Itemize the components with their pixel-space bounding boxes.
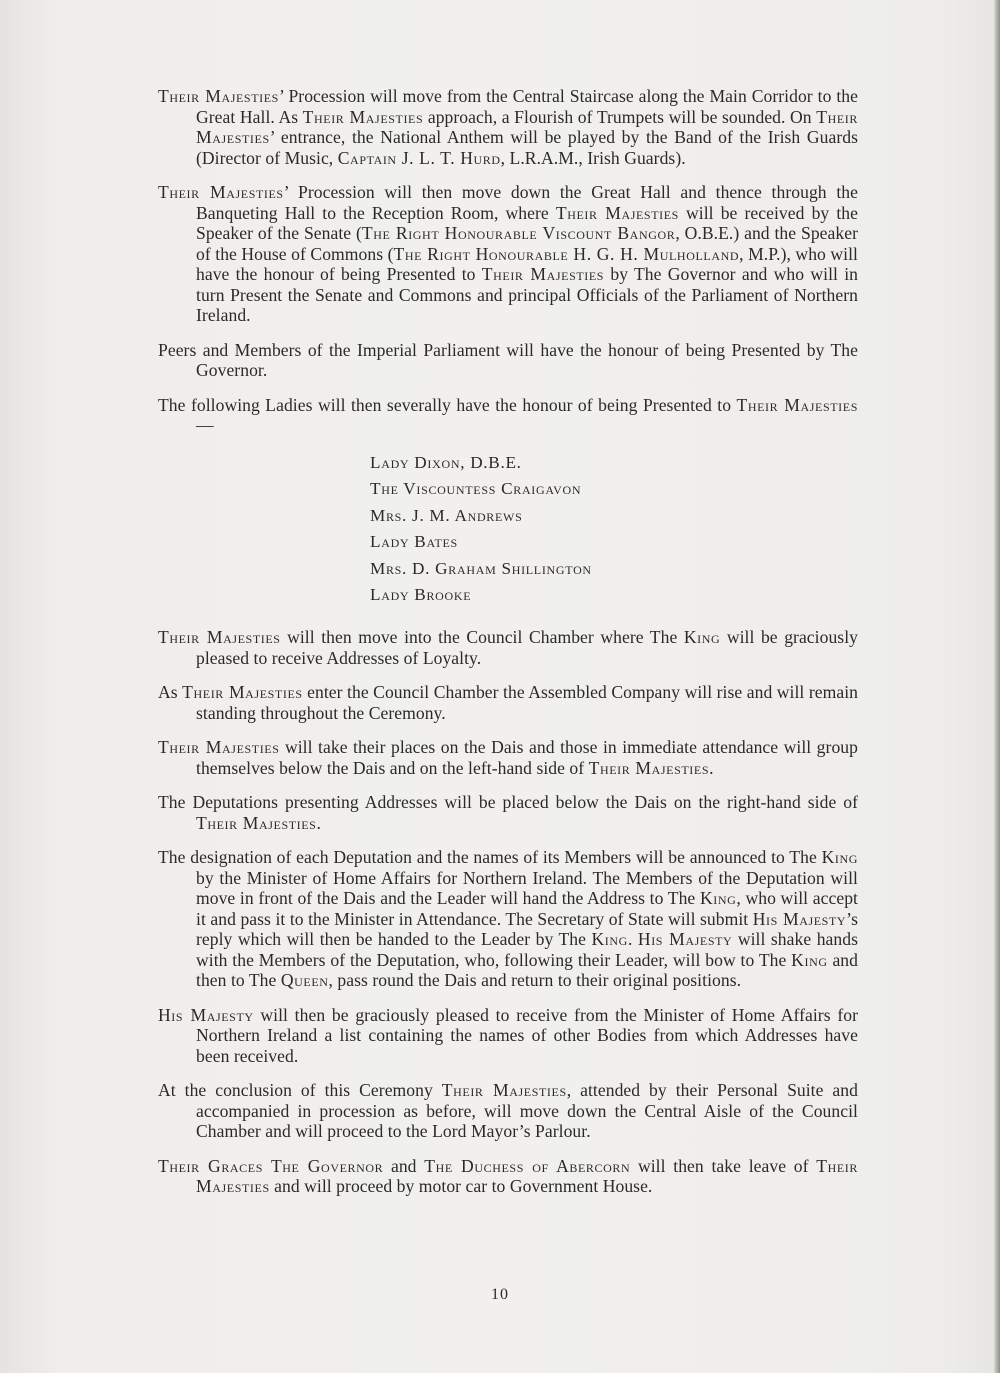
paragraph: [158, 737, 858, 778]
paragraph-group-before-list: [158, 86, 858, 436]
body-text: ’s reply which will then be handed to the Leader by The: [196, 908, 858, 950]
body-text: , O.B.E.) and the Speaker of the House of Commons (: [196, 223, 859, 264]
small-caps-text: Their Majesties: [182, 682, 303, 703]
small-caps-text: Their Majesties: [158, 737, 280, 758]
body-text: , attended by their Personal Suite and accompanied in procession as before, will move down the Central Aisle of the Council Chamber and will proceed to the Lord Mayor’s Parlour.: [196, 1080, 858, 1142]
paragraph: [158, 1005, 858, 1067]
body-text: .: [627, 929, 638, 950]
page-body: [158, 86, 858, 1211]
small-caps-text: Their Majesties: [441, 1080, 567, 1101]
body-text: will then move into the Council Chamber where The: [280, 627, 684, 648]
body-text: Peers and Members of the Imperial Parliament will have the honour of being Presented by The Governor.: [158, 339, 858, 380]
small-caps-text: His Majesty: [158, 1004, 254, 1025]
page-number: 10: [491, 1286, 509, 1303]
small-caps-text: King: [591, 929, 628, 950]
body-text: ’ entrance, the National Anthem will be played by the Band of the Irish Guards (Director of Music,: [196, 127, 858, 168]
body-text: will then take leave of: [630, 1155, 817, 1176]
small-caps-text: Their Majesties: [555, 202, 679, 223]
body-text: by The Governor and who will in turn Present the Senate and Commons and principal Officials of the Parliament of Northern Ireland.: [196, 264, 858, 325]
body-text: , M.P.), who will have the honour of being Presented to: [196, 243, 858, 284]
body-text: will be received by the Speaker of the Senate (: [196, 202, 858, 243]
small-caps-text: King: [699, 888, 737, 909]
body-text: The following Ladies will then severally have the honour of being Presented to: [158, 394, 737, 415]
small-caps-text: Their Graces The Governor: [158, 1155, 384, 1176]
body-text: will take their places on the Dais and those in immediate attendance will group themselves below the Dais and on the left-hand side of: [196, 737, 858, 778]
paragraph: [158, 182, 858, 326]
lady-name: Lady Bates: [370, 532, 458, 552]
body-text: , L.R.A.M., Irish Guards).: [500, 147, 686, 168]
small-caps-text: Their Majesties: [196, 1155, 858, 1197]
body-text: enter the Council Chamber the Assembled Company will rise and will remain standing throughout the Ceremony.: [196, 682, 858, 723]
body-text: and: [383, 1155, 425, 1176]
body-text: The designation of each Deputation and the names of its Members will be announced to The: [158, 847, 822, 868]
body-text: .: [316, 812, 321, 833]
small-caps-text: King: [683, 627, 721, 648]
lady-name: Lady Brooke: [370, 585, 472, 605]
small-caps-text: Captain J. L. T. Hurd: [337, 147, 501, 168]
lady-name: The Viscountess Craigavon: [370, 479, 582, 499]
paragraph: [158, 627, 858, 668]
body-text: approach, a Flourish of Trumpets will be sounded. On: [423, 106, 817, 127]
small-caps-text: Their Majesties: [158, 182, 284, 202]
small-caps-text: The Right Honourable Viscount Bangor: [361, 223, 676, 243]
small-caps-text: The Duchess of Abercorn: [424, 1155, 631, 1176]
paragraph: [158, 1156, 858, 1197]
ladies-list: [370, 450, 858, 610]
lady-name: Lady Dixon, D.B.E.: [370, 452, 522, 472]
small-caps-text: Their Majesties: [158, 627, 281, 648]
paragraph: [158, 86, 858, 168]
small-caps-text: Their Majesties: [588, 757, 710, 778]
small-caps-text: Their Majesties: [158, 86, 279, 106]
small-caps-text: King: [821, 847, 858, 868]
lady-name: Mrs. D. Graham Shillington: [370, 558, 592, 578]
body-text: , who will accept it and pass it to the Minister in Attendance. The Secretary of State will submit: [196, 888, 858, 929]
paragraph: [158, 682, 858, 723]
small-caps-text: Their Majesties: [196, 812, 317, 833]
small-caps-text: Queen: [280, 970, 329, 991]
paragraph: [158, 395, 858, 436]
body-text: .: [709, 757, 714, 778]
body-text: As: [158, 682, 183, 703]
body-text: will be graciously pleased to receive Addresses of Loyalty.: [196, 627, 858, 668]
body-text: by the Minister of Home Affairs for Northern Ireland. The Members of the Deputation will move in front of the Dais and the Leader will hand the Address to The: [196, 867, 858, 909]
body-text: will then be graciously pleased to receive from the Minister of Home Affairs for Northern Ireland a list containing the names of other Bodies from which Addresses have been received.: [196, 1004, 858, 1066]
small-caps-text: Their Majesties: [481, 264, 605, 284]
body-text: , pass round the Dais and return to their original positions.: [328, 970, 742, 991]
paragraph: [158, 1080, 858, 1142]
body-text: ’ Procession will then move down the Great Hall and thence through the Banqueting Hall to the Reception Room, where: [196, 182, 858, 223]
paragraph-group-after-list: [158, 627, 858, 1197]
small-caps-text: His Majesty: [637, 929, 733, 950]
small-caps-text: King: [791, 949, 828, 970]
body-text: ’ Procession will move from the Central Staircase along the Main Corridor to the Great Hall. As: [196, 86, 858, 127]
paragraph: [158, 847, 858, 991]
small-caps-text: Their Majesties: [196, 106, 858, 147]
body-text: and then to The: [196, 949, 858, 991]
small-caps-text: Their Majesties: [302, 106, 424, 127]
small-caps-text: His Majesty: [752, 908, 847, 929]
small-caps-text: The Right Honourable H. G. H. Mulholland: [393, 243, 740, 264]
body-text: and will proceed by motor car to Government House.: [269, 1176, 653, 1197]
body-text: At the conclusion of this Ceremony: [158, 1080, 442, 1101]
body-text: will shake hands with the Members of the Deputation, who, following their Leader, will bow to The: [196, 929, 858, 970]
paragraph: [158, 340, 858, 381]
paragraph: [158, 792, 858, 833]
body-text: The Deputations presenting Addresses will be placed below the Dais on the right-hand side of: [158, 792, 858, 813]
lady-name: Mrs. J. M. Andrews: [370, 505, 523, 525]
small-caps-text: Their Majesties: [736, 394, 858, 415]
body-text: —: [196, 415, 214, 435]
